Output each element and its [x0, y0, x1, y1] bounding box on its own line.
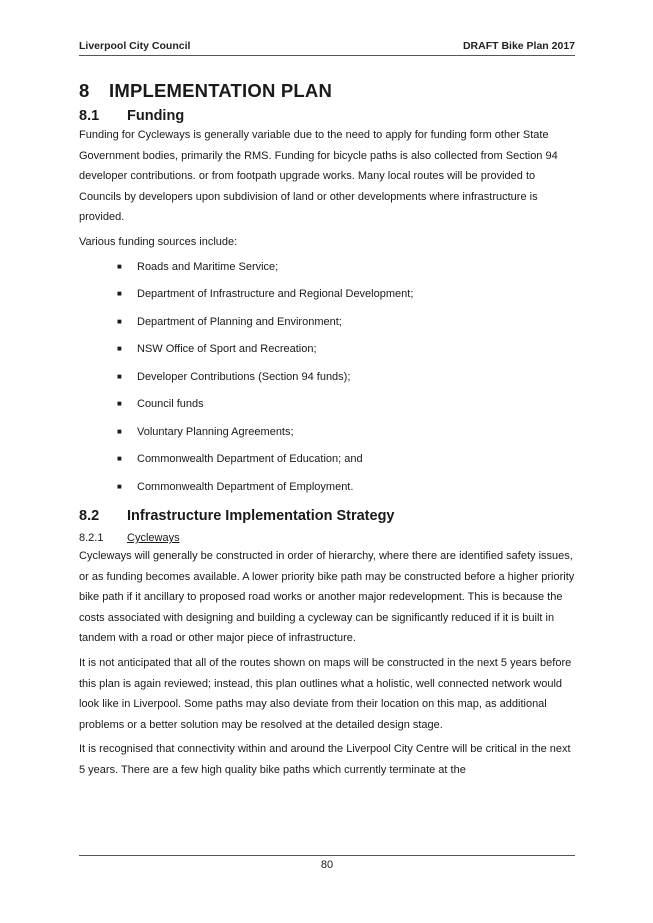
section-heading-8 [79, 80, 575, 102]
header-organization: Liverpool City Council [79, 40, 191, 52]
section-title: Infrastructure Implementation Strategy [127, 508, 395, 525]
subsection-title: Cycleways [127, 532, 180, 545]
list-item: ■ Council funds [79, 396, 575, 424]
page-number: 80 [320, 859, 334, 871]
list-item: ■ Developer Contributions (Section 94 funds); [79, 369, 575, 397]
list-item: ■ Voluntary Planning Agreements; [79, 424, 575, 452]
page-footer [79, 855, 575, 871]
header-document-title: DRAFT Bike Plan 2017 [462, 40, 575, 52]
section-number: 8.1 [79, 108, 100, 124]
subsection-heading-8-2-1 [79, 530, 575, 546]
section-title: Funding [127, 108, 185, 124]
bullet-icon: ■ [117, 344, 122, 354]
section-heading-8-1 [79, 108, 575, 124]
bullet-icon: ■ [117, 371, 122, 381]
section-number: 8 [79, 80, 90, 101]
list-item: ■ Commonwealth Department of Education; and [79, 451, 575, 479]
list-item: ■ Department of Infrastructure and Regional Development; [79, 286, 575, 314]
cycleways-paragraph-2: It is not anticipated that all of the routes shown on maps will be constructed in the next 5 years before this plan is again reviewed; instead, this plan outlines what a holistic, well connected network would look like in Liverpool. Some paths may also deviate from their location on this map, as additional problems or a better solution may be resolved at the detailed design stage. [79, 657, 572, 731]
cycleways-paragraph-3: It is recognised that connectivity within and around the Liverpool City Centre will be critical in the next 5 years. There are a few high quality bike paths which currently terminate at the [79, 743, 571, 776]
running-header [79, 40, 575, 56]
bullet-icon: ■ [117, 399, 122, 409]
cycleways-paragraph-1: Cycleways will generally be constructed in order of hierarchy, where there are identified safety issues, or as funding becomes available. A lower priority bike path may be constructed before a higher priority bike path if it ancillary to proposed road works or another major redevelopment. This is because the costs associated with designing and building a cycleway can be significantly reduced if it is built in tandem with a road or other major piece of infrastructure. [79, 550, 575, 645]
list-item: ■ Commonwealth Department of Employment. [79, 479, 575, 507]
subsection-number: 8.2.1 [79, 532, 104, 545]
list-item: ■ Department of Planning and Environment; [79, 314, 575, 342]
funding-paragraph: Funding for Cycleways is generally variable due to the need to apply for funding form other State Government bodies, primarily the RMS. Funding for bicycle paths is also collected from Section 94 developer contributions. or from footpath upgrade works. Many local routes will be provided to Councils by developers upon subdivision of land or other developments where infrastructure is provided. [79, 129, 558, 224]
page-content [79, 74, 575, 785]
section-number: 8.2 [79, 508, 100, 525]
bullet-icon: ■ [117, 316, 122, 326]
bullet-icon: ■ [117, 289, 122, 299]
bullet-icon: ■ [117, 426, 122, 436]
bullet-icon: ■ [117, 261, 122, 271]
list-item: ■ NSW Office of Sport and Recreation; [79, 341, 575, 369]
funding-intro: Various funding sources include: [79, 235, 238, 248]
funding-sources-list [79, 259, 575, 507]
bullet-icon: ■ [117, 454, 122, 464]
section-title: IMPLEMENTATION PLAN [109, 80, 333, 101]
bullet-icon: ■ [117, 481, 122, 491]
list-item: ■ Roads and Maritime Service; [79, 259, 575, 287]
section-heading-8-2 [79, 508, 575, 524]
